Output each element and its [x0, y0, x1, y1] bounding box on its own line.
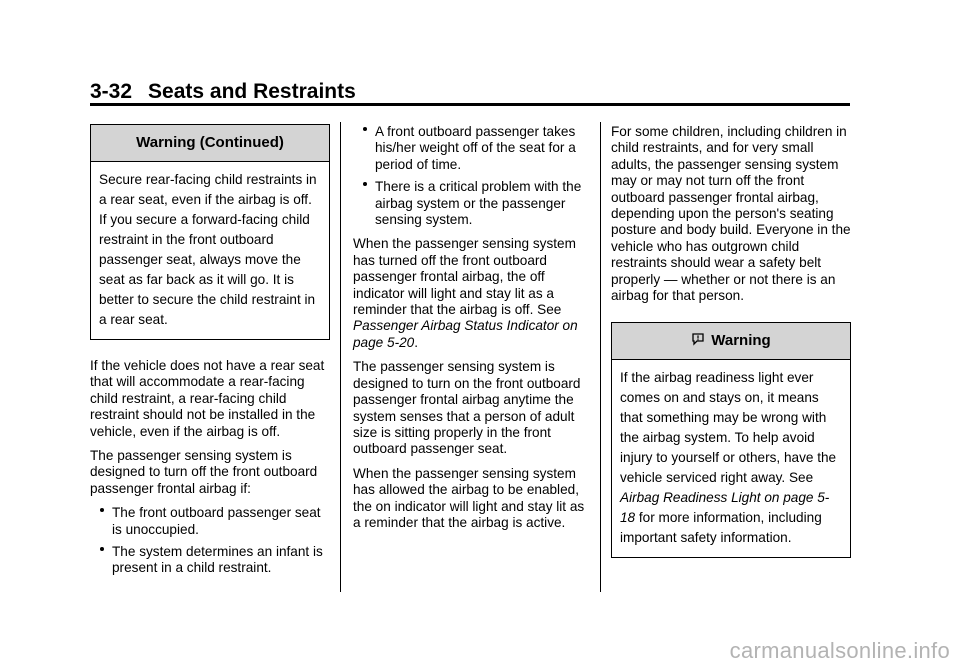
- cross-reference-link[interactable]: Airbag Readiness Light on page 5-18: [620, 490, 830, 526]
- paragraph: The passenger sensing system is designed to turn off the front outboard passenger frontal airbag if:: [90, 448, 318, 496]
- cross-reference-link[interactable]: Passenger Airbag Status Indicator on page 5-20: [353, 318, 578, 350]
- paragraph: [353, 236, 591, 351]
- section-title: Seats and Restraints: [148, 80, 356, 103]
- paragraph: For some children, including children in child restraints, and for very small adults, the passenger sensing system may or may not turn off the front outboard passenger frontal airbag, depending upon the person's seating posture and body build. Everyone in the vehicle who has outgrown child restraints should wear a safety belt properly — whether or not there is an airbag for that person.: [611, 124, 851, 304]
- bullet-item: There is a critical problem with the airbag system or the passenger sensing system.: [353, 179, 591, 228]
- period: .: [414, 334, 419, 350]
- bullet-list: [90, 505, 330, 577]
- column-3: [611, 124, 851, 576]
- see-text: See: [537, 302, 562, 318]
- warning-text: for more information, including important safety information.: [620, 510, 822, 546]
- warning-box-continued: [90, 124, 330, 340]
- paragraph: If the vehicle does not have a rear seat that will accommodate a rear-facing child restraint, a rear-facing child restraint should not be installed in the vehicle, even if the airbag is off.: [90, 358, 325, 439]
- bullet-item: A front outboard passenger takes his/her weight off of the seat for a period of time.: [353, 124, 591, 173]
- column-1: [90, 124, 330, 585]
- paragraph-text: When the passenger sensing system has turned off the front outboard passenger frontal airbag, the off indicator will light and stay lit as a reminder that the airbag is off.: [353, 236, 576, 318]
- warning-text: If the airbag readiness light ever comes on and stays on, it means that something may be wrong with the airbag system. To help avoid injury to yourself or others, have the vehicle serviced right away. See: [620, 370, 837, 486]
- bullet-list: [353, 124, 591, 228]
- paragraph: The passenger sensing system is designed to turn on the front outboard passenger frontal airbag anytime the system senses that a person of adult size is sitting properly in the front outboard passenger seat.: [353, 359, 581, 457]
- column-divider-1: [340, 122, 341, 592]
- column-divider-2: [600, 122, 601, 592]
- bullet-item: The system determines an infant is present in a child restraint.: [90, 544, 330, 577]
- watermark: carmanualsonline.info: [729, 638, 950, 663]
- page-header: [90, 80, 356, 104]
- warning-title: Warning: [711, 332, 771, 350]
- column-2: [353, 124, 591, 539]
- warning-icon: [691, 332, 705, 346]
- header-rule: [90, 103, 850, 106]
- paragraph: When the passenger sensing system has allowed the airbag to be enabled, the on indicator will light and stay lit as a reminder that the airbag is active.: [353, 465, 585, 530]
- warning-body: [612, 360, 850, 557]
- warning-body: Secure rear-facing child restraints in a rear seat, even if the airbag is off. If you secure a forward-facing child restraint in the front outboard passenger seat, always move the seat as far back as it will go. It is better to secure the child restraint in a rear seat.: [99, 172, 317, 327]
- warning-title: Warning (Continued): [91, 125, 329, 162]
- bullet-item: The front outboard passenger seat is unoccupied.: [90, 505, 330, 538]
- page-number: 3-32: [90, 80, 133, 103]
- warning-header: [612, 323, 850, 360]
- warning-box: [611, 322, 851, 558]
